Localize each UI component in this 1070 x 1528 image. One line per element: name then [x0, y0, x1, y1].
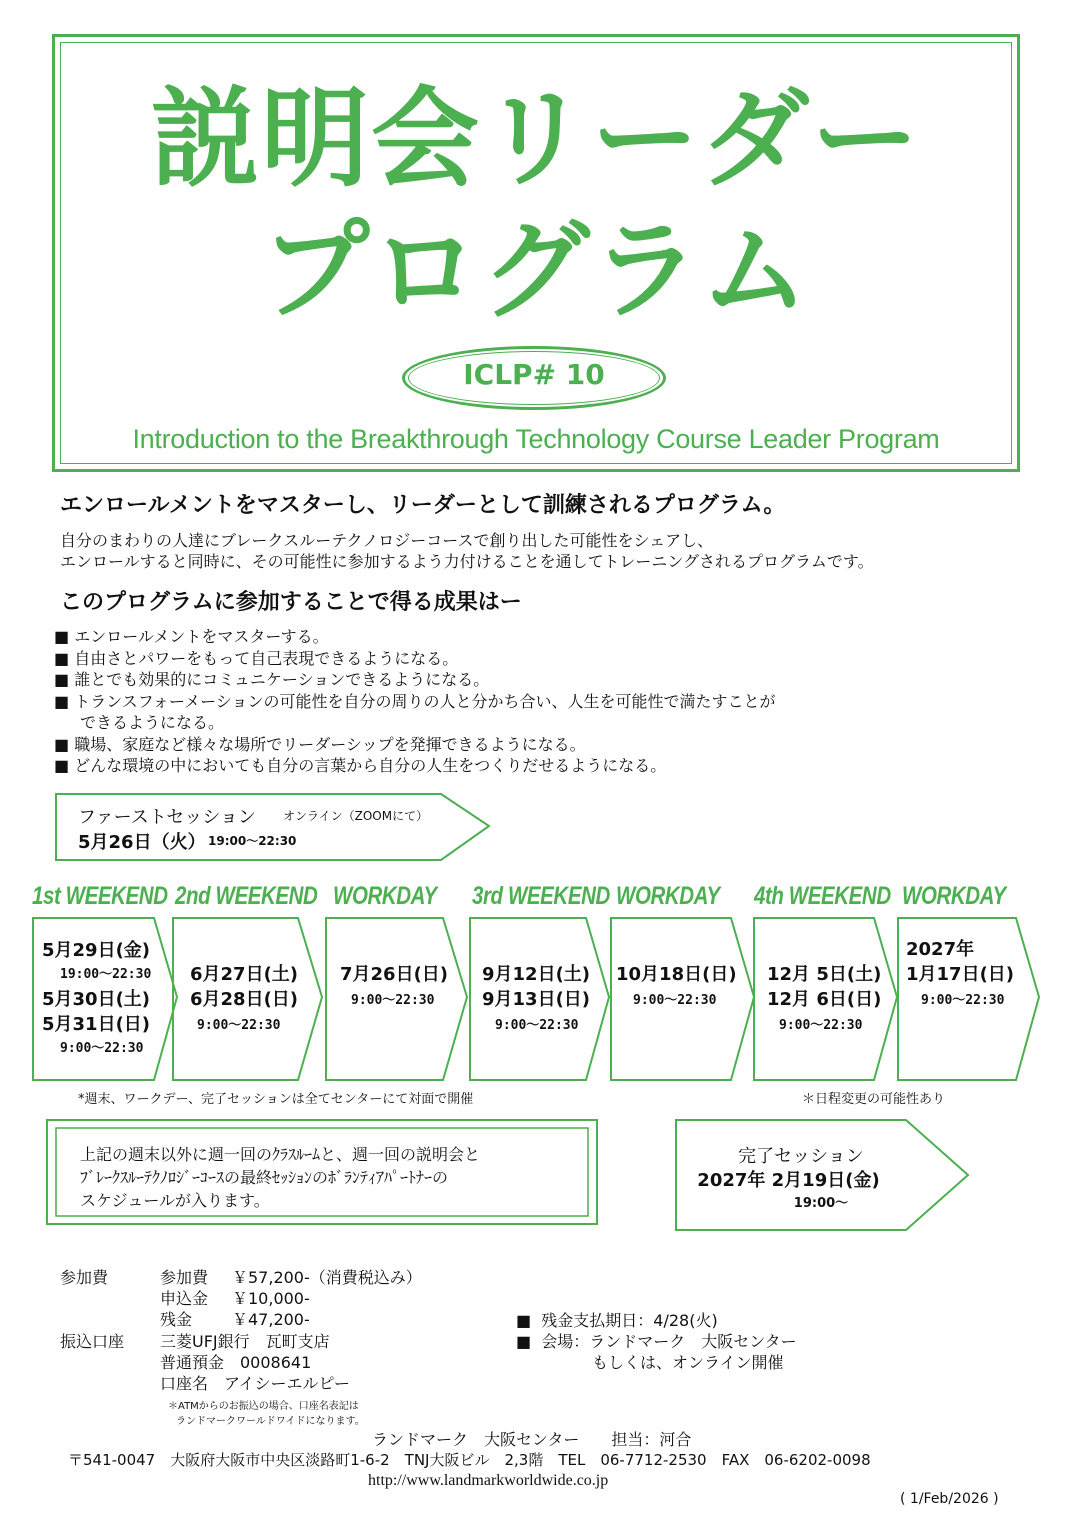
schedule-date: 2027年: [906, 939, 975, 960]
program-badge: ICLP# 10: [463, 358, 605, 391]
first-session-time: 19:00〜22:30: [208, 834, 297, 848]
schedule-label: WORKDAY: [616, 882, 720, 910]
schedule-time: 9:00〜22:30: [921, 993, 1005, 1008]
schedule-label: 4th WEEKEND: [754, 882, 891, 910]
deposit-value: ￥10,000-: [232, 1289, 310, 1308]
schedule-date: 10月18日(日): [616, 964, 737, 985]
schedule-date: 12月 5日(土): [767, 964, 882, 985]
footer-url[interactable]: http://www.landmarkworldwide.co.jp: [368, 1472, 609, 1489]
page-title-line1: 説明会リーダー: [150, 77, 921, 202]
completion-date: 2027年 2月19日(金): [697, 1170, 880, 1191]
list-item: できるようになる。: [80, 713, 225, 732]
venue-text: 会場：ランドマーク 大阪センター: [541, 1332, 797, 1351]
schedule-date: 1月17日(日): [906, 964, 1015, 985]
description-line: 自分のまわりの人達にブレークスルーテクノロジーコースで創り出した可能性をシェアし、: [60, 531, 714, 550]
classroom-text: [80, 1143, 480, 1212]
schedule-date: 5月29日(金): [42, 940, 151, 961]
completion-time: 19:00〜: [793, 1196, 849, 1211]
fee-section-label: 参加費: [60, 1268, 109, 1287]
balance-value: ￥47,200-: [232, 1310, 310, 1329]
schedule-label: 2nd WEEKEND: [175, 882, 318, 910]
description-line: エンロールすると同時に、その可能性に参加するよう力付けることを通してトレーニングされるプログラムです。: [60, 552, 874, 571]
schedule-date: 9月12日(土): [482, 964, 591, 985]
schedule-date: 5月31日(日): [42, 1014, 151, 1035]
venue-note: *週末、ワークデー、完了セッションは全てセンターにて対面で開催: [78, 1092, 474, 1107]
first-session-date: 5月26日（火）: [78, 832, 206, 853]
schedule-time: 9:00〜22:30: [60, 1041, 144, 1056]
schedule-time: 19:00〜22:30: [60, 967, 152, 982]
footer-org: ランドマーク 大阪センター 担当：河合: [372, 1430, 692, 1449]
schedule-label: WORKDAY: [333, 882, 437, 910]
classroom-line: 上記の週末以外に週一回のｸﾗｽﾙｰﾑと、週一回の説明会と: [80, 1145, 481, 1164]
list-item: ■ エンロールメントをマスターする。: [54, 626, 776, 648]
results-heading: このプログラムに参加することで得る成果はー: [60, 590, 522, 615]
atm-note: ランドマークワールドワイドになります。: [176, 1416, 365, 1427]
bank-name: 三菱UFJ銀行 瓦町支店: [160, 1332, 330, 1351]
footer-address: 〒541-0047 大阪府大阪市中央区淡路町1-6-2 TNJ大阪ビル 2,3階 TEL 06-7712-2530 FAX 06-6202-0098: [68, 1451, 871, 1469]
lead-heading: エンロールメントをマスターし、リーダーとして訓練されるプログラム。: [60, 493, 786, 518]
account-name: 口座名 アイシーエルピー: [160, 1374, 350, 1393]
list-item: ■ 誰とでも効果的にコミュニケーションできるようになる。: [54, 669, 776, 691]
schedule-date: 5月30日(土): [42, 989, 151, 1010]
payment-deadline-text: 残金支払期日：4/28(火): [541, 1311, 718, 1330]
first-session-mode: オンライン（ZOOMにて）: [283, 809, 429, 823]
venue: ■ 会場：ランドマーク 大阪センター: [516, 1332, 797, 1351]
balance-label: 残金: [160, 1310, 193, 1329]
classroom-line: ﾌﾞﾚｰｸｽﾙｰﾃｸﾉﾛｼﾞｰｺｰｽの最終ｾｯｼｮﾝのﾎﾞﾗﾝﾃｨｱﾊﾟｰﾄﾅｰの: [80, 1168, 449, 1187]
page-title-line2: プログラム: [261, 209, 811, 334]
classroom-line: スケジュールが入ります。: [80, 1191, 270, 1210]
schedule-date: 7月26日(日): [340, 964, 449, 985]
schedule-label: WORKDAY: [902, 882, 1006, 910]
footer-date: ( 1/Feb/2026 ): [900, 1491, 999, 1507]
list-item: ■ 職場、家庭など様々な場所でリーダーシップを発揮できるようになる。: [54, 734, 776, 756]
list-item: ■ どんな環境の中においても自分の言葉から自分の人生をつくりだせるようになる。: [54, 755, 776, 777]
schedule-time: 9:00〜22:30: [351, 993, 435, 1008]
schedule-date: 6月28日(日): [190, 989, 299, 1010]
schedule-date: 9月13日(日): [482, 989, 591, 1010]
atm-note: ＊ATMからのお振込の場合、口座名表記は: [168, 1401, 359, 1412]
fee-value: ￥57,200-（消費税込み）: [232, 1268, 422, 1287]
venue-alt: もしくは、オンライン開催: [592, 1353, 784, 1372]
list-item: ■ トランスフォーメーションの可能性を自分の周りの人と分かち合い、人生を可能性で満たすことが: [54, 691, 776, 713]
schedule-label: 1st WEEKEND: [32, 882, 168, 910]
schedule-date: 12月 6日(日): [767, 989, 882, 1010]
completion-title: 完了セッション: [738, 1146, 864, 1167]
payment-deadline: ■ 残金支払期日：4/28(火): [516, 1311, 718, 1330]
fee-label: 参加費: [160, 1268, 209, 1287]
schedule-time: 9:00〜22:30: [779, 1018, 863, 1033]
schedule-change-note: ＊日程変更の可能性あり: [802, 1092, 946, 1107]
schedule-time: 9:00〜22:30: [495, 1018, 579, 1033]
schedule-time: 9:00〜22:30: [197, 1018, 281, 1033]
bank-label: 振込口座: [60, 1332, 125, 1351]
deposit-label: 申込金: [160, 1289, 209, 1308]
schedule-date: 6月27日(土): [190, 964, 299, 985]
first-session-title: ファーストセッション: [78, 807, 256, 828]
schedule-label: 3rd WEEKEND: [472, 882, 610, 910]
program-subtitle: Introduction to the Breakthrough Technology Course Leader Program: [132, 424, 940, 454]
account-number: 普通預金 0008641: [160, 1353, 312, 1372]
schedule-time: 9:00〜22:30: [633, 993, 717, 1008]
list-item: ■ 自由さとパワーをもって自己表現できるようになる。: [54, 648, 776, 670]
